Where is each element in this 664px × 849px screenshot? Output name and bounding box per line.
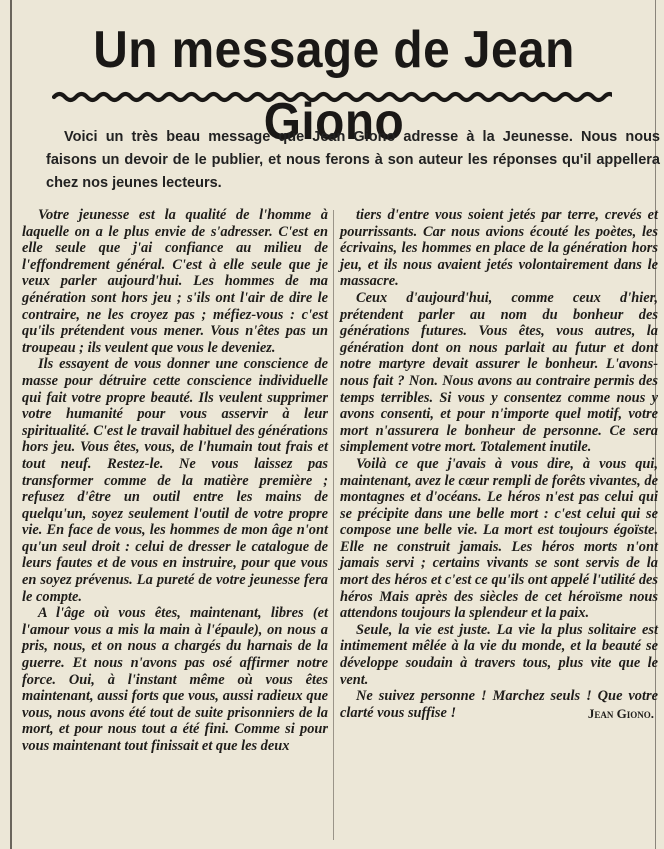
- article-title: Un message de Jean Giono: [93, 21, 575, 151]
- paragraph: Votre jeunesse est la qualité de l'homme à laquelle on a le plus envie de s'adresser. C'est en elle seule que j'ai confiance au milieu de l'effondrement général. C'est à elle seule que je veux parler aujourd'hui. Les hommes de ma génération sont hors jeu ; s'ils ont l'air de dire le contraire, ne les croyez pas ; méfiez-vous : c'est qu'ils prétendent vous mener. Vous n'êtes pas un troupeau ; ils veulent que vous le deveniez.: [22, 207, 328, 356]
- page-frame-left-rule: [10, 0, 12, 849]
- article-column-left: [22, 207, 328, 755]
- paragraph: Ils essayent de vous donner une conscience de masse pour détruire cette conscience individuelle qui fait votre propre beauté. Ils veulent supprimer votre humanité pour vous asservir à leur spiritualité. C'est le travail habituel des générations hors jeu. Vous êtes, vous, de l'humain tout frais et tout neuf. Restez-le. Ne vous laissez pas transformer comme de la matière première ; refusez d'être un outil entre les mains de quelqu'un, soyez seulement l'outil de votre propre vie. En face de vous, les hommes de mon âge n'ont qu'un seul droit : celui de dresser le catalogue de leurs fautes et de vous en instruire, pour que vous en soyez prévenus. La pureté de votre jeunesse fera le compte.: [22, 356, 328, 605]
- wavy-divider: [52, 88, 612, 106]
- article-intro: Voici un très beau message que Jean Giono adresse à la Jeunesse. Nous nous faisons un devoir de le publier, et nous ferons à son auteur les réponses qu'il appellera chez nos jeunes lecteurs.: [46, 129, 660, 191]
- paragraph: tiers d'entre vous soient jetés par terre, crevés et pourrissants. Car nous avions écouté les poètes, les écrivains, les hommes en place de la génération hors jeu, et ils nous avaient jetés volontairement dans le massacre.: [340, 207, 658, 290]
- article-column-right: [340, 207, 658, 723]
- paragraph: Voilà ce que j'avais à vous dire, à vous qui, maintenant, avez le cœur rempli de forêts vivantes, de montagnes et d'océans. Le héros n'est pas celui qui se précipite dans une belle mort : c'est celui qui se compose une belle vie. La mort est toujours égoïste. Elle ne construit jamais. Les héros morts n'ont jamais servi ; certains vivants se sont servis de la mort des héros et c'est ce qu'ils ont appelé l'utilité des héros Mais après des siècles de cet héroïsme nous attendons toujours la splendeur et la paix.: [340, 455, 658, 622]
- author-signature: Jean Giono.: [587, 706, 654, 722]
- paragraph: Ne suivez personne ! Marchez seuls ! Que votre clarté vous suffise !: [340, 688, 658, 721]
- paragraph: Seule, la vie est juste. La vie la plus solitaire est intimement mêlée à la vie du monde, et la beauté se développe soudain à travers tous, plus vite que le vent.: [340, 621, 658, 688]
- paragraph: Ceux d'aujourd'hui, comme ceux d'hier, prétendent parler au nom du bonheur des générations futures. Vous êtes, vous autres, la génération dont on nous parlait au futur et dont notre martyre devait assurer le bonheur. L'avons-nous fait ? Non. Nous avons au contraire permis des temps terribles. Si vous y consentez comme nous y avons consenti, et pour n'importe quel motif, votre mort n'assurera le bonheur de personne. Ce sera simplement votre mort. Totalement inutile.: [340, 289, 658, 456]
- column-divider: [333, 210, 334, 840]
- paragraph: A l'âge où vous êtes, maintenant, libres (et l'amour vous a mis la main à l'épaule), on nous a pris, nous, et on nous a chargés du harnais de la guerre. Et nous n'avons pas osé affirmer notre force. Oui, à l'instant même où vous êtes maintenant, aussi forts que vous, aussi radieux que vous, nous avons été tout de suite prisonniers de la mort, et pour nous tout a été fini. Comme si pour vous maintenant tout finissait et que les deux: [22, 605, 328, 754]
